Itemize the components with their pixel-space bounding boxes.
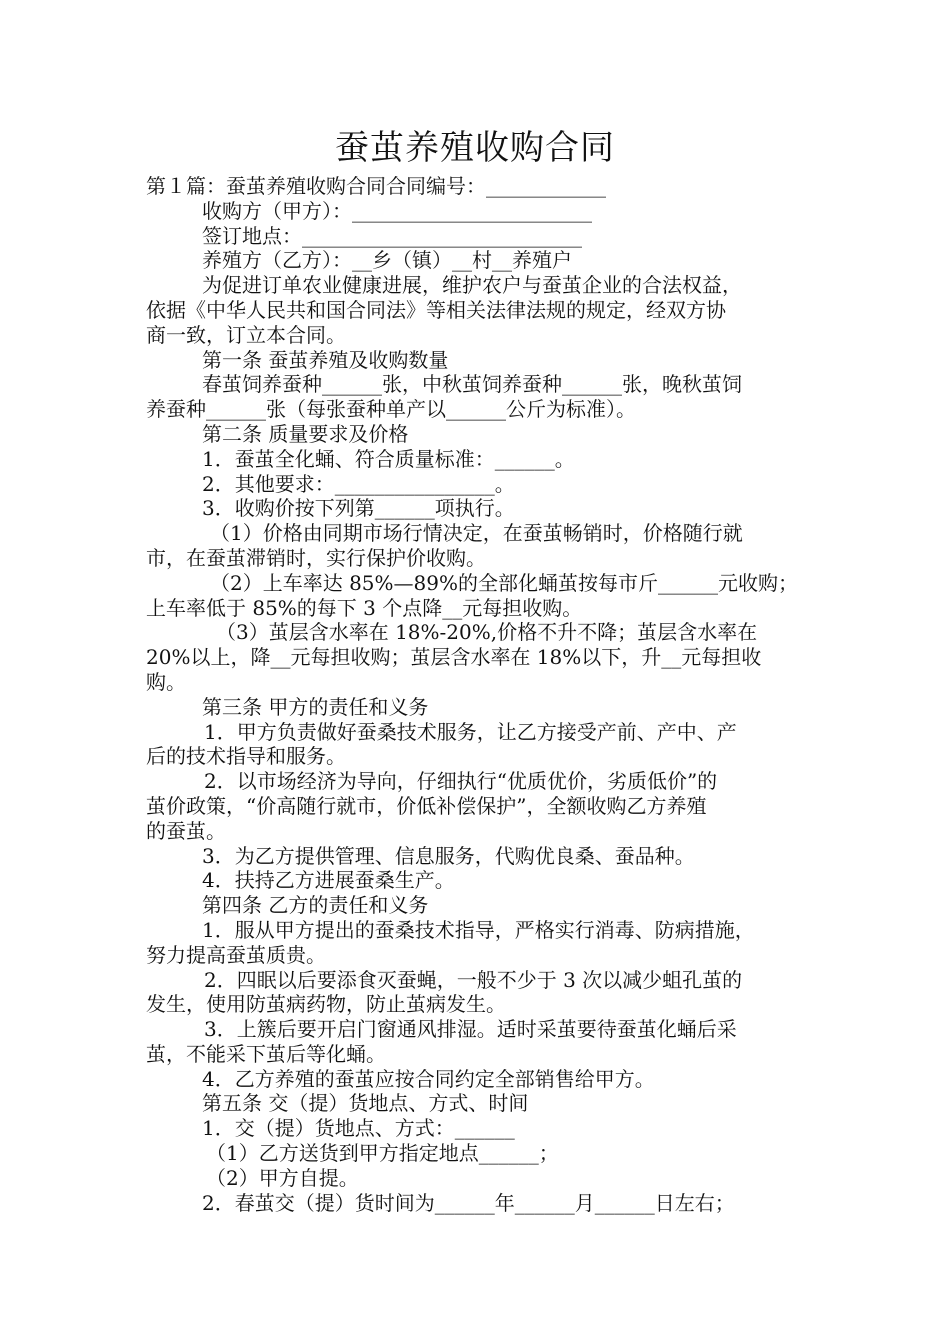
text-line: 购。 (146, 669, 186, 694)
text-line: 发生，使用防茧病药物，防止茧病发生。 (146, 992, 506, 1017)
section-heading: 第五条 交（提）货地点、方式、时间 (202, 1091, 529, 1116)
text-line: 春茧饲养蚕种______张，中秋茧饲养蚕种______张，晚秋茧饲 (202, 372, 742, 397)
document-body (146, 174, 811, 1215)
text-line: （3）茧层含水率在 18%-20%,价格不升不降；茧层含水率在 (216, 620, 758, 645)
text-line: 商一致，订立本合同。 (146, 322, 346, 347)
text-line: 4．扶持乙方进展蚕桑生产。 (202, 868, 455, 893)
text-line: 3．收购价按下列第______项执行。 (202, 496, 515, 521)
section-heading: 第二条 质量要求及价格 (202, 421, 409, 446)
text-line: 茧价政策，“价高随行就市，价低补偿保护”，全额收购乙方养殖 (146, 793, 707, 818)
text-line: 4．乙方养殖的蚕茧应按合同约定全部销售给甲方。 (202, 1066, 655, 1091)
text-line: 市，在蚕茧滞销时，实行保护价收购。 (146, 545, 486, 570)
section-heading: 第一条 蚕茧养殖及收购数量 (202, 347, 449, 372)
text-line: （1）乙方送货到甲方指定地点______； (206, 1141, 559, 1166)
text-line: （2）上车率达 85%—89%的全部化蛹茧按每市斤______元收购； (210, 570, 798, 595)
text-line: 收购方（甲方）：________________________ (202, 198, 592, 223)
text-line: 2．四眠以后要添食灭蚕蝇，一般不少于 3 次以减少蛆孔茧的 (204, 967, 743, 992)
text-line: 茧，不能采下茧后等化蛹。 (146, 1041, 386, 1066)
text-line: 依据《中华人民共和国合同法》等相关法律法规的规定，经双方协 (146, 297, 726, 322)
text-line: 1．蚕茧全化蛹、符合质量标准：______。 (202, 446, 575, 471)
text-line: 上车率低于 85%的每下 3 个点降__元每担收购。 (146, 595, 583, 620)
text-line: 第１篇：蚕茧养殖收购合同合同编号：____________ (146, 174, 606, 198)
text-line: 1．交（提）货地点、方式：______ (202, 1116, 515, 1141)
text-line: 养蚕种______张（每张蚕种单产以______公斤为标准）。 (146, 397, 636, 422)
document-title: 蚕茧养殖收购合同 (335, 128, 615, 168)
text-line: 1．服从甲方提出的蚕桑技术指导，严格实行消毒、防病措施， (202, 917, 755, 942)
section-heading: 第四条 乙方的责任和义务 (202, 893, 429, 918)
section-heading: 第三条 甲方的责任和义务 (202, 694, 429, 719)
text-line: 养殖方（乙方）：__乡（镇）__村__养殖户 (202, 248, 572, 273)
text-line: 2．以市场经济为导向，仔细执行“优质优价，劣质低价”的 (204, 769, 718, 794)
text-line: 为促进订单农业健康进展，维护农户与蚕茧企业的合法权益， (202, 273, 742, 298)
text-line: （1）价格由同期市场行情决定，在蚕茧畅销时，价格随行就 (210, 521, 743, 546)
text-line: 2．春茧交（提）货时间为______年______月______日左右； (202, 1190, 735, 1215)
text-line: 签订地点：____________________________ (202, 223, 582, 248)
text-line: 3．上簇后要开启门窗通风排湿。适时采茧要待蚕茧化蛹后采 (204, 1017, 737, 1042)
text-line: 2．其他要求：________________。 (202, 471, 515, 496)
text-line: 后的技术指导和服务。 (146, 744, 346, 769)
text-line: （2）甲方自提。 (206, 1165, 359, 1190)
text-line: 1．甲方负责做好蚕桑技术服务，让乙方接受产前、产中、产 (204, 719, 737, 744)
text-line: 3．为乙方提供管理、信息服务，代购优良桑、蚕品种。 (202, 843, 695, 868)
text-line: 努力提高蚕茧质贵。 (146, 942, 326, 967)
text-line: 20%以上，降__元每担收购；茧层含水率在 18%以下，升__元每担收 (146, 645, 762, 670)
text-line: 的蚕茧。 (146, 818, 226, 843)
